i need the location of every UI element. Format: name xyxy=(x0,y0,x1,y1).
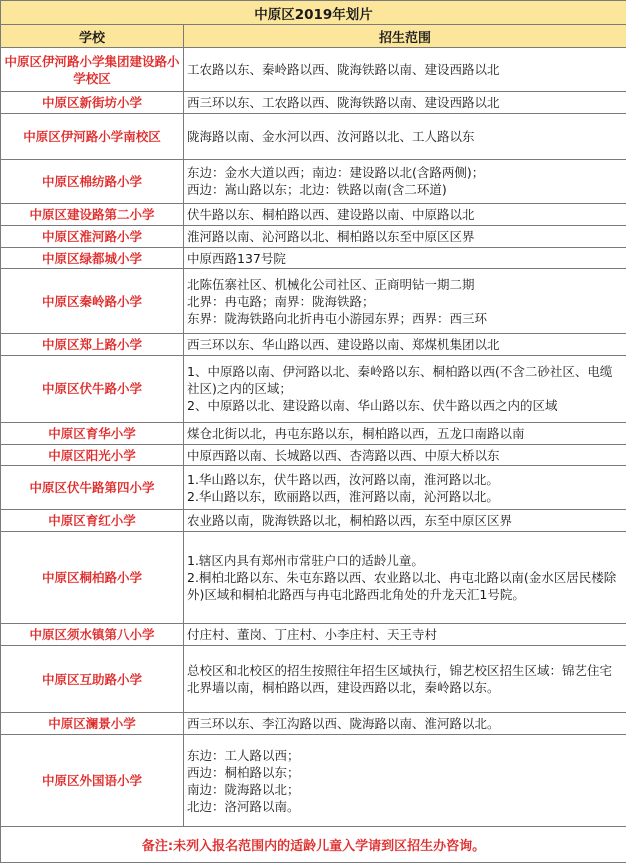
school-name: 中原区澜景小学 xyxy=(1,713,184,735)
range-line: 2.华山路以东，欧丽路以西，淮河路以南，沁河路以北。 xyxy=(187,488,499,504)
enrollment-range xyxy=(184,713,626,735)
enrollment-range xyxy=(184,203,626,225)
school-name: 中原区秦岭路小学 xyxy=(1,269,184,334)
table-row xyxy=(1,247,626,269)
range-line: 西三环以东、工农路以西、陇海铁路以南、建设西路以北 xyxy=(187,94,500,110)
school-name: 中原区外国语小学 xyxy=(1,734,184,826)
range-line: 2、中原路以北、建设路以南、华山路以东、伏牛路以西之内的区域 xyxy=(187,398,558,414)
school-name: 中原区伏牛路第四小学 xyxy=(1,466,184,510)
table-row xyxy=(1,160,626,204)
enrollment-range xyxy=(184,113,626,159)
footnote: 备注:未列入报名范围内的适龄儿童入学请到区招生办咨询。 xyxy=(1,827,626,863)
range-line: 北陈伍寨社区、机械化公司社区、正商明钻一期二期 xyxy=(187,276,475,292)
range-line: 1.辖区内具有郑州市常驻户口的适龄儿童。 xyxy=(187,553,424,569)
table-row xyxy=(1,113,626,159)
range-line: 东边：金水大道以西；南边：建设路以北(含路两侧)； xyxy=(187,165,485,181)
range-line: 付庄村、董岗、丁庄村、小李庄村、天王寺村 xyxy=(187,627,438,643)
range-line: 农业路以南，陇海铁路以北，桐柏路以西，东至中原区区界 xyxy=(187,513,513,529)
range-line: 淮河路以南、沁河路以北、桐柏路以东至中原区区界 xyxy=(187,228,475,244)
range-line: 西边：桐柏路以东； xyxy=(187,764,300,780)
enrollment-range xyxy=(184,532,626,624)
table-row xyxy=(1,510,626,532)
table-title: 中原区2019年划片 xyxy=(1,1,626,25)
table-row xyxy=(1,734,626,826)
range-line: 2.桐柏北路以东、朱屯东路以西、农业路以北、冉屯北路以南(金水区居民楼除外)区域和桐柏北路西与冉屯北路西北角处的升龙天汇1号院。 xyxy=(187,570,617,603)
enrollment-range xyxy=(184,269,626,334)
range-line: 1、中原路以南、伊河路以北、秦岭路以东、桐柏路以西(不含二砂社区、电缆社区)之内的区域； xyxy=(187,364,613,397)
enrollment-range xyxy=(184,734,626,826)
range-line: 东边：工人路以西； xyxy=(187,747,300,763)
school-name: 中原区新街坊小学 xyxy=(1,92,184,114)
school-name: 中原区淮河路小学 xyxy=(1,225,184,247)
range-line: 陇海路以南、金水河以西、汝河路以北、工人路以东 xyxy=(187,128,475,144)
enrollment-range xyxy=(184,92,626,114)
table-row xyxy=(1,532,626,624)
school-name: 中原区绿都城小学 xyxy=(1,247,184,269)
enrollment-range xyxy=(184,160,626,204)
school-name: 中原区郑上路小学 xyxy=(1,333,184,355)
enrollment-range xyxy=(184,333,626,355)
school-name: 中原区桐柏路小学 xyxy=(1,532,184,624)
school-name: 中原区须水镇第八小学 xyxy=(1,624,184,646)
header-row xyxy=(1,25,626,48)
table-row xyxy=(1,48,626,92)
range-line: 中原西路以南、长城路以西、杏湾路以西、中原大桥以东 xyxy=(187,447,500,463)
school-name: 中原区建设路第二小学 xyxy=(1,203,184,225)
enrollment-range xyxy=(184,510,626,532)
range-line: 东界：陇海铁路向北折冉屯小游园东界；西界：西三环 xyxy=(187,310,488,326)
school-name: 中原区伏牛路小学 xyxy=(1,355,184,422)
enrollment-range xyxy=(184,624,626,646)
range-line: 北边：洛河路以南。 xyxy=(187,798,300,814)
enrollment-range xyxy=(184,225,626,247)
enrollment-range xyxy=(184,247,626,269)
range-line: 总校区和北校区的招生按照往年招生区域执行，锦艺校区招生区域：锦艺住宅北界墙以南，桐柏路以西，建设西路以北，秦岭路以东。 xyxy=(187,663,613,696)
table-row xyxy=(1,422,626,444)
table-row xyxy=(1,713,626,735)
enrollment-range xyxy=(184,466,626,510)
table-row xyxy=(1,466,626,510)
school-name: 中原区阳光小学 xyxy=(1,444,184,466)
school-name: 中原区育华小学 xyxy=(1,422,184,444)
enrollment-range xyxy=(184,48,626,92)
school-name: 中原区棉纺路小学 xyxy=(1,160,184,204)
table-row xyxy=(1,203,626,225)
table-row xyxy=(1,269,626,334)
range-line: 西三环以东、李江沟路以西、陇海路以南、淮河路以北。 xyxy=(187,716,500,731)
enrollment-range xyxy=(184,355,626,422)
table-row xyxy=(1,646,626,713)
table-row xyxy=(1,92,626,114)
table-row xyxy=(1,444,626,466)
range-line: 西三环以东、华山路以西、建设路以南、郑煤机集团以北 xyxy=(187,336,500,352)
table-row xyxy=(1,333,626,355)
school-name: 中原区伊河路小学集团建设路小学校区 xyxy=(1,48,184,92)
enrollment-range xyxy=(184,444,626,466)
school-name: 中原区育红小学 xyxy=(1,510,184,532)
range-line: 南边：陇海路以北； xyxy=(187,781,300,797)
range-line: 工农路以东、秦岭路以西、陇海铁路以南、建设西路以北 xyxy=(187,62,500,78)
range-line: 伏牛路以东、桐柏路以西、建设路以南、中原路以北 xyxy=(187,206,475,222)
school-name: 中原区互助路小学 xyxy=(1,646,184,713)
title-row xyxy=(1,1,626,25)
table-row xyxy=(1,624,626,646)
range-line: 煤仓北街以北，冉屯东路以东，桐柏路以西，五龙口南路以南 xyxy=(187,425,525,441)
note-row xyxy=(1,827,626,863)
header-range: 招生范围 xyxy=(184,25,626,48)
enrollment-range xyxy=(184,422,626,444)
header-school: 学校 xyxy=(1,25,184,48)
table-row xyxy=(1,225,626,247)
range-line: 中原西路137号院 xyxy=(187,250,286,266)
enrollment-range xyxy=(184,646,626,713)
range-line: 北界：冉屯路；南界：陇海铁路； xyxy=(187,293,375,309)
range-line: 1.华山路以东，伏牛路以西，汝河路以南，淮河路以北。 xyxy=(187,471,499,487)
school-name: 中原区伊河路小学南校区 xyxy=(1,113,184,159)
range-line: 西边：嵩山路以东；北边：铁路以南(含二环道) xyxy=(187,182,447,198)
table-row xyxy=(1,355,626,422)
